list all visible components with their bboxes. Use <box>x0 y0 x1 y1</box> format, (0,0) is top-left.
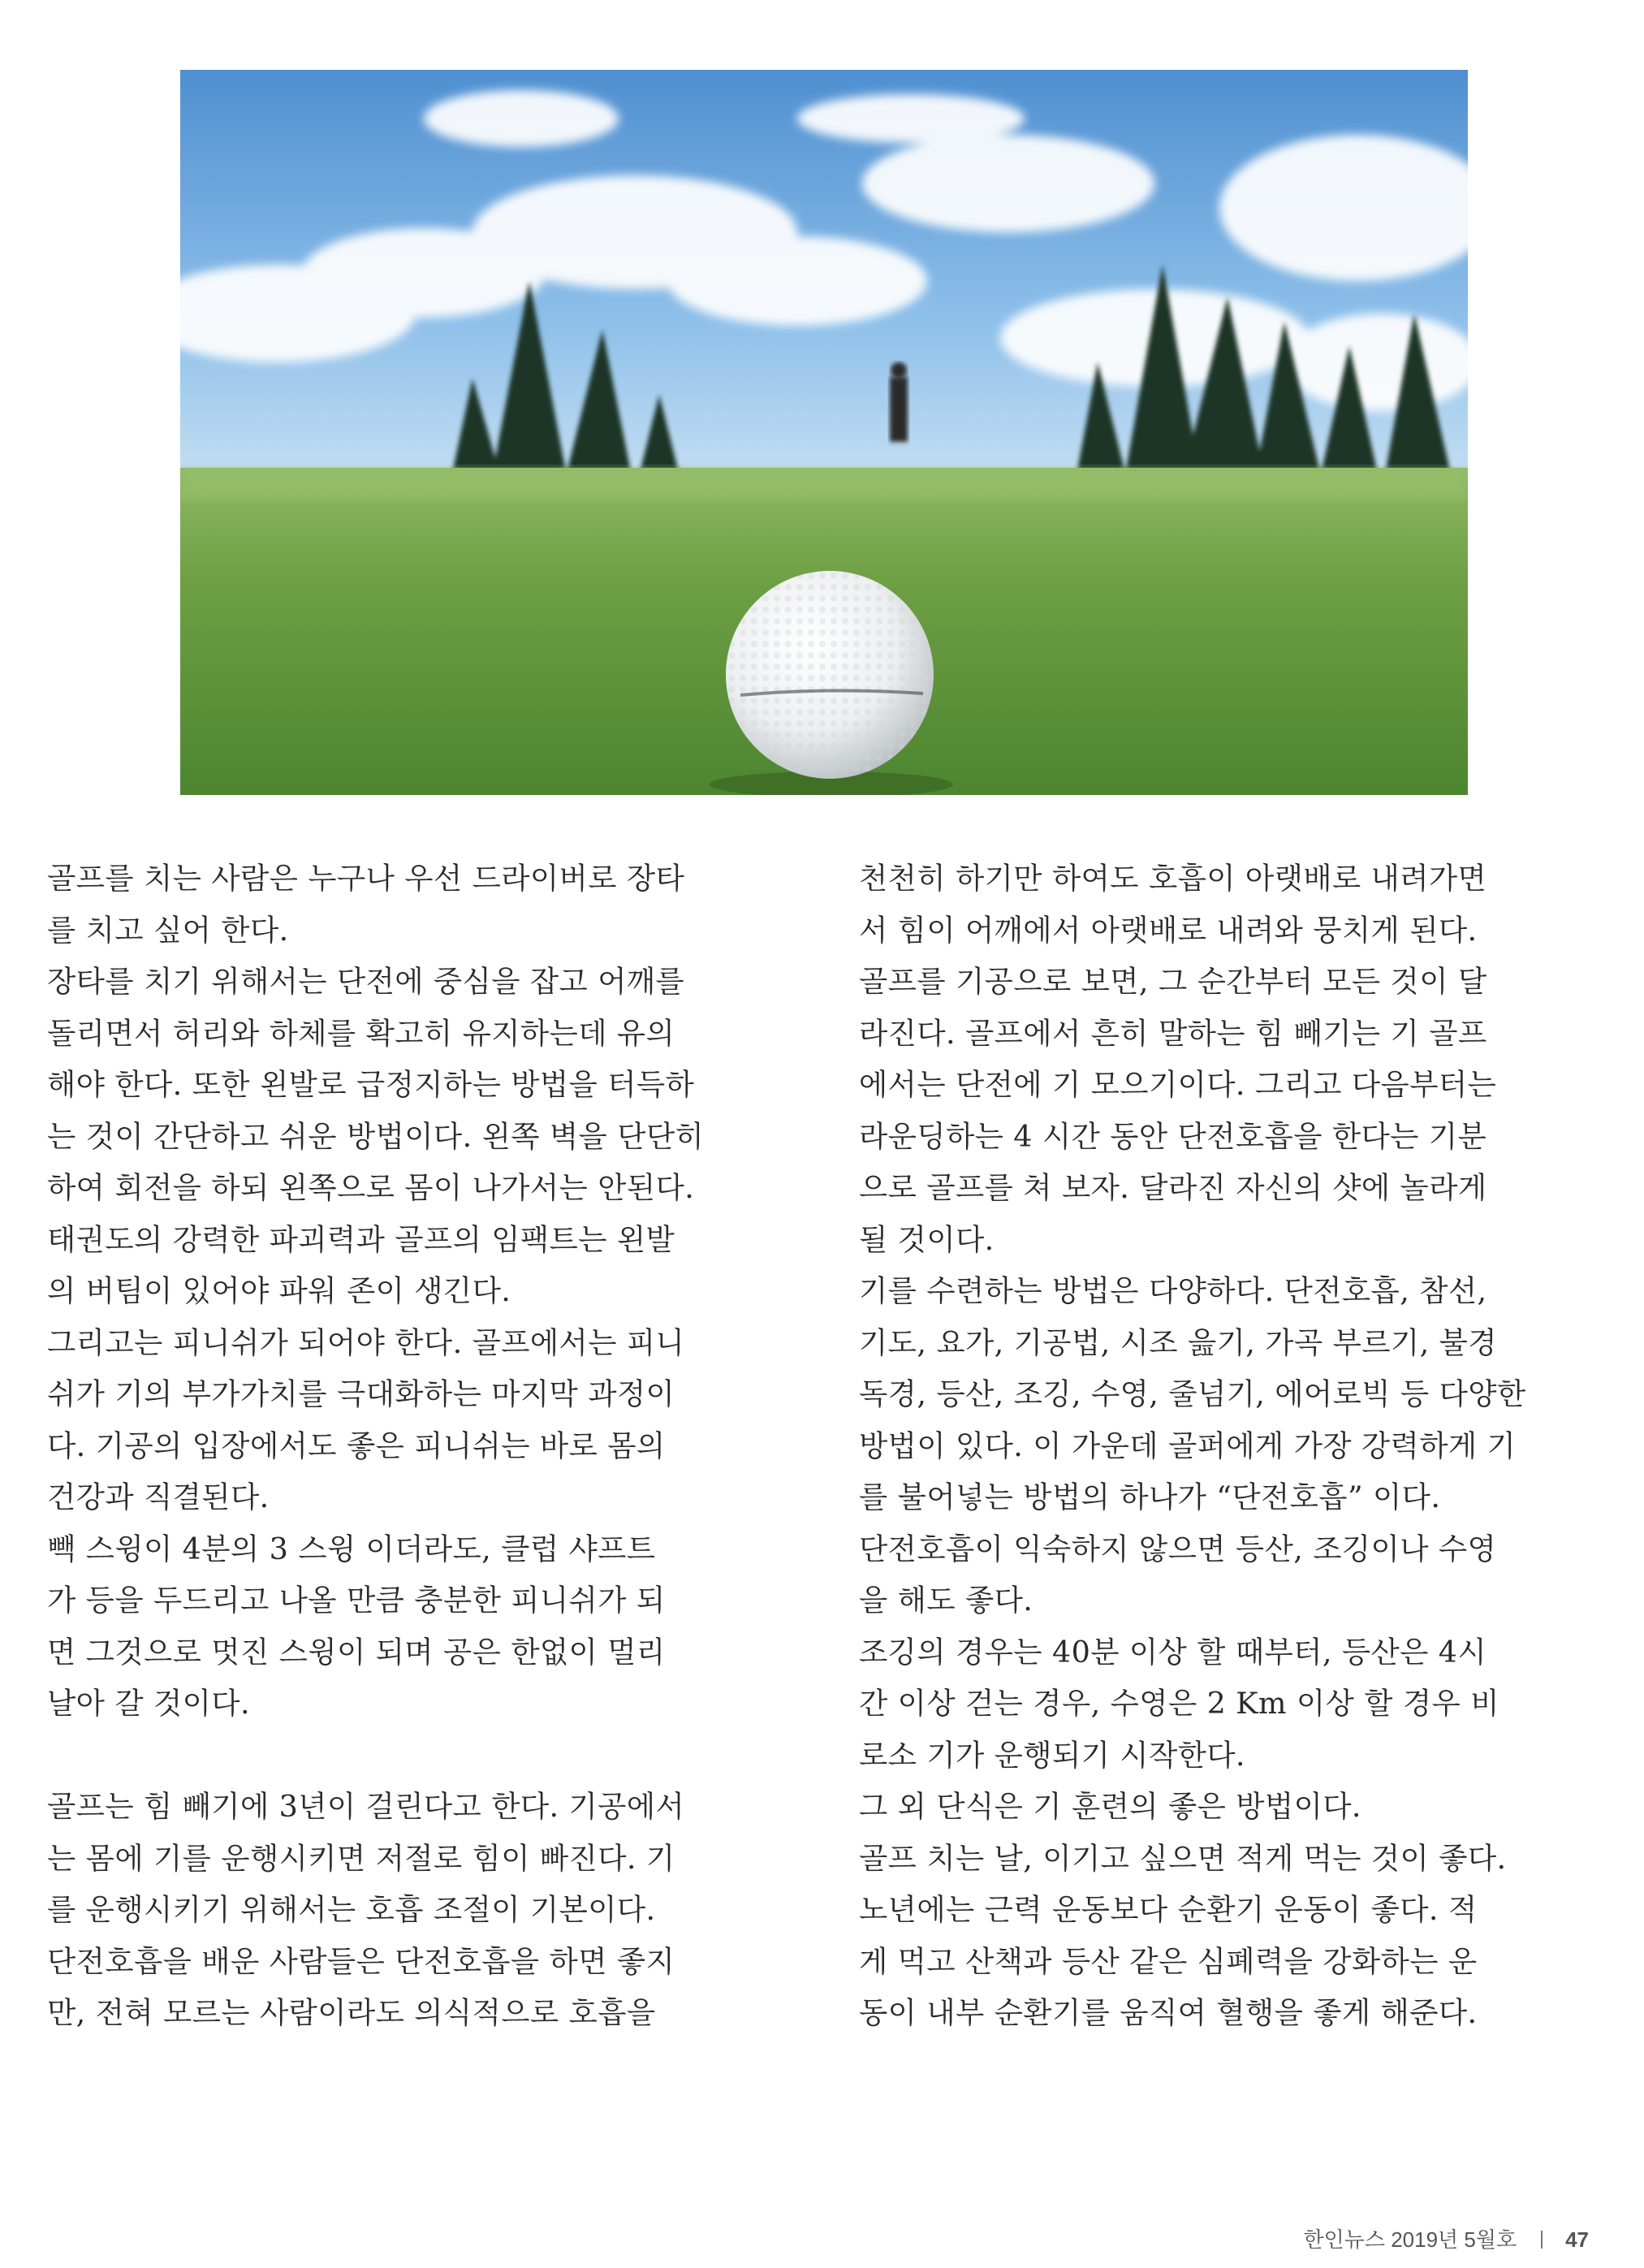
text-line: 을 해도 좋다. <box>859 1583 1033 1618</box>
paragraph-gap <box>47 1730 794 1782</box>
text-line: 를 불어넣는 방법의 하나가 “단전호흡” 이다. <box>859 1480 1441 1514</box>
footer-divider <box>1541 2231 1543 2249</box>
publication-name: 한인뉴스 2019년 5월호 <box>1303 2227 1517 2252</box>
text-line: 기도, 요가, 기공법, 시조 읊기, 가곡 부르기, 불경 <box>859 1324 1497 1360</box>
text-line: 동이 내부 순환기를 움직여 혈행을 좋게 해준다. <box>859 1995 1478 2030</box>
text-line: 으로 골프를 쳐 보자. 달라진 자신의 샷에 놀라게 <box>859 1170 1487 1205</box>
text-line: 간 이상 걷는 경우, 수영은 2 Km 이상 할 경우 비 <box>859 1686 1499 1721</box>
text-line: 를 운행시키기 위해서는 호흡 조절이 기본이다. <box>47 1892 656 1927</box>
text-line: 골프 치는 날, 이기고 싶으면 적게 먹는 것이 좋다. <box>859 1840 1507 1876</box>
text-line: 쉬가 기의 부가가치를 극대화하는 마지막 과정이 <box>47 1376 675 1411</box>
text-line: 장타를 치기 위해서는 단전에 중심을 잡고 어깨를 <box>47 964 685 999</box>
text-line: 조깅의 경우는 40분 이상 할 때부터, 등산은 4시 <box>859 1634 1487 1670</box>
text-line: 해야 한다. 또한 왼발로 급정지하는 방법을 터득하 <box>47 1067 695 1102</box>
text-line: 건강과 직결된다. <box>47 1480 270 1514</box>
text-line: 단전호흡이 익숙하지 않으면 등산, 조깅이나 수영 <box>859 1531 1497 1566</box>
text-line: 기를 수련하는 방법은 다양하다. 단전호흡, 참선, <box>859 1273 1487 1308</box>
text-line: 방법이 있다. 이 가운데 골퍼에게 가장 강력하게 기 <box>859 1428 1517 1463</box>
text-line: 노년에는 근력 운동보다 순환기 운동이 좋다. 적 <box>859 1892 1478 1927</box>
text-line: 그리고는 피니쉬가 되어야 한다. 골프에서는 피니 <box>47 1324 685 1360</box>
text-line: 다. 기공의 입장에서도 좋은 피니쉬는 바로 몸의 <box>47 1428 666 1463</box>
text-line: 날아 갈 것이다. <box>47 1686 250 1721</box>
text-line: 골프는 힘 빼기에 3년이 걸린다고 한다. 기공에서 <box>47 1789 685 1824</box>
text-line: 서 힘이 어깨에서 아랫배로 내려와 뭉치게 된다. <box>859 912 1478 948</box>
text-line: 만, 전혀 모르는 사람이라도 의식적으로 호흡을 <box>47 1995 656 2030</box>
text-line: 태권도의 강력한 파괴력과 골프의 임팩트는 왼발 <box>47 1221 675 1257</box>
text-line: 를 치고 싶어 한다. <box>47 912 289 948</box>
text-line: 에서는 단전에 기 모으기이다. 그리고 다음부터는 <box>859 1067 1497 1102</box>
text-line: 그 외 단식은 기 훈련의 좋은 방법이다. <box>859 1789 1361 1824</box>
text-line: 라진다. 골프에서 흔히 말하는 힘 빼기는 기 골프 <box>859 1015 1487 1051</box>
page-footer <box>1304 2223 1589 2253</box>
text-line: 는 것이 간단하고 쉬운 방법이다. 왼쪽 벽을 단단히 <box>47 1118 705 1154</box>
text-line: 의 버팀이 있어야 파워 존이 생긴다. <box>47 1273 511 1308</box>
text-line: 골프를 기공으로 보면, 그 순간부터 모든 것이 달 <box>859 964 1487 999</box>
text-line: 단전호흡을 배운 사람들은 단전호흡을 하면 좋지 <box>47 1943 675 1979</box>
text-line: 면 그것으로 멋진 스윙이 되며 공은 한없이 멀리 <box>47 1634 666 1670</box>
text-line: 독경, 등산, 조깅, 수영, 줄넘기, 에어로빅 등 다양한 <box>859 1376 1526 1411</box>
text-line: 로소 기가 운행되기 시작한다. <box>859 1737 1245 1773</box>
golf-ball-photo <box>180 70 1468 795</box>
text-line: 라운딩하는 4 시간 동안 단전호흡을 한다는 기분 <box>859 1118 1487 1154</box>
article-left-column <box>47 853 794 2039</box>
page-number: 47 <box>1565 2227 1589 2252</box>
article-right-column <box>859 853 1606 2039</box>
text-line: 골프를 치는 사람은 누구나 우선 드라이버로 장타 <box>47 861 685 896</box>
text-line: 될 것이다. <box>859 1221 995 1257</box>
golf-course-illustration <box>180 70 1468 795</box>
text-line: 는 몸에 기를 운행시키면 저절로 힘이 빠진다. 기 <box>47 1840 675 1876</box>
text-line: 게 먹고 산책과 등산 같은 심폐력을 강화하는 운 <box>859 1943 1478 1979</box>
text-line: 가 등을 두드리고 나올 만큼 충분한 피니쉬가 되 <box>47 1583 666 1618</box>
text-line: 돌리면서 허리와 하체를 확고히 유지하는데 유의 <box>47 1015 675 1051</box>
text-line: 천천히 하기만 하여도 호흡이 아랫배로 내려가면 <box>859 861 1487 896</box>
text-line: 하여 회전을 하되 왼쪽으로 몸이 나가서는 안된다. <box>47 1170 695 1205</box>
text-line: 빽 스윙이 4분의 3 스윙 이더라도, 클럽 샤프트 <box>47 1531 656 1566</box>
